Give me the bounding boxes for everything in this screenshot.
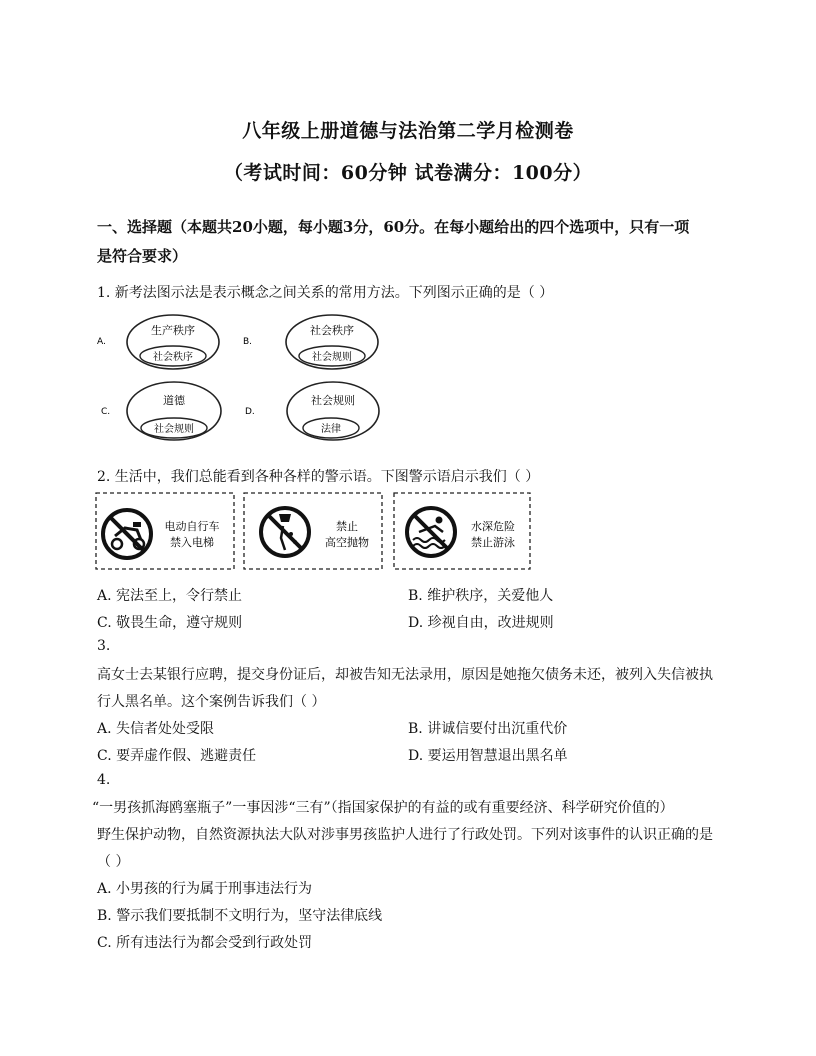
diagram-a-outer-label: 生产秩序: [151, 324, 195, 337]
diagram-d-outer-label: 社会规则: [311, 394, 355, 407]
q2-stem: 2. 生活中，我们总能看到各种各样的警示语。下图警示语启示我们（ ）: [97, 469, 540, 485]
q1-stem: 1. 新考法图示法是表示概念之间关系的常用方法。下列图示正确的是（ ）: [97, 285, 554, 301]
diagram-d-inner-label: 法律: [321, 424, 341, 435]
sign-2-frame: [244, 493, 382, 569]
diagram-d-letter: D.: [245, 407, 255, 417]
section-heading-cont: 是符合要求）: [97, 247, 188, 265]
sign-1-line2: 禁入电梯: [170, 536, 214, 549]
no-throwing-icon: [261, 508, 309, 556]
q4-option-a[interactable]: A. 小男孩的行为属于刑事违法行为: [97, 881, 313, 897]
q2-option-d[interactable]: D. 珍视自由，改进规则: [408, 615, 554, 631]
diagram-c-outer-label: 道德: [163, 394, 185, 407]
q4-stem: “一男孩抓海鸥塞瓶子”一事因涉“三有”（指国家保护的有益的或有重要经济、科学研究价值的）: [92, 800, 674, 816]
q3-option-a[interactable]: A. 失信者处处受限: [97, 721, 215, 737]
q1-diagrams: [95, 310, 395, 448]
page-subtitle: （考试时间：60分钟 试卷满分：100分）: [223, 162, 593, 184]
sign-3-line2: 禁止游泳: [471, 536, 515, 549]
no-ebike-icon: [103, 510, 151, 558]
q2-option-c[interactable]: C. 敬畏生命，遵守规则: [97, 615, 243, 631]
no-swimming-icon: [407, 508, 455, 556]
sign-1-line1: 电动自行车: [164, 520, 220, 533]
sign-3-line1: 水深危险: [471, 520, 515, 533]
q4-number: 4.: [97, 772, 111, 788]
q4-stem-blank: （ ）: [97, 854, 130, 870]
sign-2-line2: 高空抛物: [325, 536, 369, 549]
diagram-b-outer-label: 社会秩序: [310, 324, 354, 337]
q4-option-c[interactable]: C. 所有违法行为都会受到行政处罚: [97, 935, 313, 951]
q3-option-b[interactable]: B. 讲诚信要付出沉重代价: [408, 721, 568, 737]
diagram-c-inner-label: 社会规则: [154, 424, 194, 435]
diagram-b-letter: B.: [243, 337, 253, 347]
section-heading: 一、选择题（本题共20小题，每小题3分，60分。在每小题给出的四个选项中，只有一项: [97, 218, 690, 236]
q3-option-d[interactable]: D. 要运用智慧退出黑名单: [408, 748, 568, 764]
q3-stem-cont: 行人黑名单。这个案例告诉我们（ ）: [97, 694, 326, 710]
diagram-c-letter: C.: [101, 407, 111, 417]
q4-option-b[interactable]: B. 警示我们要抵制不文明行为，坚守法律底线: [97, 908, 383, 924]
q2-option-a[interactable]: A. 宪法至上，令行禁止: [97, 588, 243, 604]
q2-option-b[interactable]: B. 维护秩序，关爱他人: [408, 588, 554, 604]
q2-warning-signs: [95, 492, 535, 572]
q3-stem: 高女士去某银行应聘，提交身份证后，却被告知无法录用，原因是她拖欠债务未还，被列入失信被执: [97, 667, 713, 683]
diagram-a-letter: A.: [97, 337, 106, 347]
q3-number: 3.: [97, 638, 111, 654]
sign-2-line1: 禁止: [336, 520, 358, 533]
diagram-a-inner-label: 社会秩序: [153, 352, 193, 363]
diagram-b-inner-label: 社会规则: [312, 352, 352, 363]
page-title: 八年级上册道德与法治第二学月检测卷: [242, 120, 574, 142]
q4-stem-cont: 野生保护动物，自然资源执法大队对涉事男孩监护人进行了行政处罚。下列对该事件的认识正确的是: [97, 827, 713, 843]
q3-option-c[interactable]: C. 要弄虚作假、逃避责任: [97, 748, 257, 764]
